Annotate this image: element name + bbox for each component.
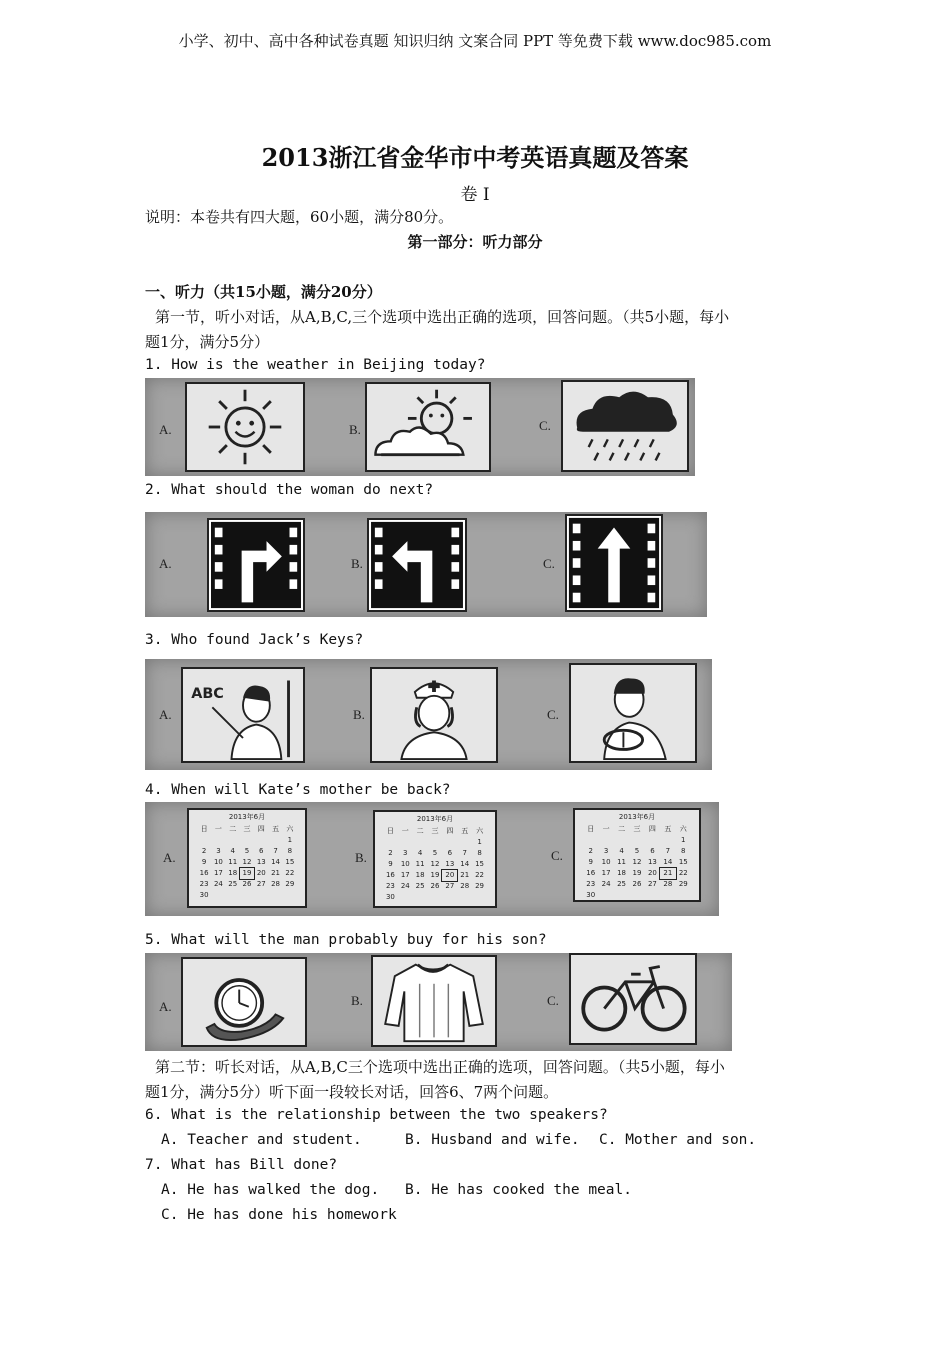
option-c-label: C. <box>543 556 555 571</box>
calendar-day: 6 <box>650 847 655 855</box>
sun-cloud-icon <box>365 382 491 472</box>
calendar-day: 13 <box>445 860 455 868</box>
calendar-day: 7 <box>462 849 467 857</box>
calendar-day: 3 <box>403 849 408 857</box>
question-1-text: 1. How is the weather in Beijing today? <box>145 357 486 373</box>
calendar-day: 18 <box>617 869 627 877</box>
calendar-day: 12 <box>430 860 440 868</box>
calendar-day <box>428 837 443 848</box>
calendar-day: 8 <box>287 847 293 855</box>
calendar-day <box>629 835 644 846</box>
question-7-text: 7. What has Bill done? <box>145 1157 338 1173</box>
option-b-label: B. <box>351 556 363 571</box>
calendar-day <box>283 890 297 901</box>
nurse-icon <box>370 667 498 763</box>
calendar-weekday: 二 <box>416 827 424 835</box>
calendar-day: 20 <box>647 869 657 877</box>
option-a-label: A. <box>159 707 172 722</box>
section2-instruction-line2: 题1分，满分5分）听下面一段较长对话，回答6、7两个问题。 <box>145 1083 559 1101</box>
option-a-label: A. <box>163 850 176 865</box>
option-b-label: B. <box>351 993 363 1008</box>
calendar-weekday: 五 <box>461 827 469 835</box>
question-6-option-c: C. Mother and son. <box>599 1132 757 1148</box>
calendar-day: 4 <box>230 847 235 855</box>
calendar-day <box>614 890 629 901</box>
calendar-day <box>428 892 443 903</box>
calendar-day: 12 <box>632 858 642 866</box>
calendar-day <box>442 837 457 848</box>
calendar-day <box>268 890 282 901</box>
question-7-option-a: A. He has walked the dog. <box>161 1182 380 1198</box>
calendar-day: 9 <box>201 858 207 866</box>
calendar-day: 2 <box>588 847 593 855</box>
rain-cloud-icon <box>561 380 689 472</box>
calendar-day <box>660 890 675 901</box>
calendar-day: 15 <box>285 858 295 866</box>
question-6-option-b: B. Husband and wife. <box>405 1132 580 1148</box>
calendar-weekday: 四 <box>446 827 454 835</box>
calendar-day: 20 <box>256 869 266 877</box>
calendar-weekday: 六 <box>679 825 687 833</box>
calendar-day: 29 <box>285 880 295 888</box>
calendar-day: 29 <box>475 882 485 890</box>
calendar-day: 26 <box>632 880 642 888</box>
calendar-day: 14 <box>663 858 673 866</box>
calendar-day: 25 <box>415 882 425 890</box>
question-6-text: 6. What is the relationship between the two speakers? <box>145 1107 608 1123</box>
calendar-day: 14 <box>460 860 470 868</box>
calendar-day: 22 <box>475 871 485 879</box>
calendar-weekday: 一 <box>602 825 610 833</box>
teacher-icon <box>181 667 305 763</box>
go-straight-sign-icon <box>565 514 663 612</box>
calendar-day: 16 <box>586 869 596 877</box>
calendar-day <box>645 835 660 846</box>
calendar-day <box>676 890 691 901</box>
option-c-label: C. <box>539 418 551 433</box>
calendar-day: 2 <box>388 849 393 857</box>
calendar-day: 27 <box>445 882 455 890</box>
calendar-day: 5 <box>244 847 250 855</box>
calendar-day <box>254 835 268 846</box>
calendar-day: 19 <box>430 871 440 879</box>
calendar-day <box>268 835 282 846</box>
calendar-day: 15 <box>475 860 485 868</box>
calendar-day: 10 <box>400 860 410 868</box>
calendar-day: 10 <box>213 858 223 866</box>
calendar-weekday: 二 <box>229 825 237 833</box>
calendar-weekday: 四 <box>648 825 656 833</box>
calendar-day: 9 <box>588 858 593 866</box>
calendar-day: 21 <box>660 868 675 879</box>
calendar-day: 23 <box>199 880 209 888</box>
page-title: 2013浙江省金华市中考英语真题及答案 <box>261 143 689 172</box>
question-5-pictures <box>145 953 732 1051</box>
calendar-day: 24 <box>400 882 410 890</box>
sweater-icon <box>371 955 497 1047</box>
calendar-day: 1 <box>287 836 293 844</box>
calendar-weekday: 一 <box>214 825 222 833</box>
option-b-label: B. <box>349 422 361 437</box>
calendar-day: 19 <box>240 868 254 879</box>
calendar-day: 17 <box>213 869 223 877</box>
svg-text:ABC: ABC <box>191 685 224 702</box>
calendar-day <box>240 890 254 901</box>
page-header: 小学、初中、高中各种试卷真题 知识归纳 文案合同 PPT 等免费下载 www.doc985.com <box>178 32 772 50</box>
calendar-day: 9 <box>388 860 393 868</box>
calendar-day: 14 <box>271 858 281 866</box>
watch-icon <box>181 957 307 1047</box>
calendar-day <box>442 892 457 903</box>
calendar-day <box>413 892 428 903</box>
calendar-day <box>614 835 629 846</box>
calendar-day: 22 <box>285 869 295 877</box>
section-title: 一、听力（共15小题，满分20分） <box>145 283 382 301</box>
calendar-day: 23 <box>586 880 596 888</box>
calendar-day <box>598 890 613 901</box>
question-7-option-b: B. He has cooked the meal. <box>405 1182 632 1198</box>
calendar-weekday: 一 <box>401 827 409 835</box>
calendar-day <box>457 892 472 903</box>
calendar-day: 5 <box>634 847 640 855</box>
calendar-day: 24 <box>213 880 223 888</box>
option-c-label: C. <box>551 848 563 863</box>
calendar-day <box>398 837 413 848</box>
calendar-day: 18 <box>415 871 425 879</box>
calendar-day: 5 <box>432 849 438 857</box>
calendar-day: 30 <box>385 893 395 901</box>
calendar-day <box>398 892 413 903</box>
calendar-day <box>583 835 598 846</box>
calendar-day: 2 <box>201 847 207 855</box>
calendar-day: 27 <box>647 880 657 888</box>
calendar-day <box>413 837 428 848</box>
calendar-day: 22 <box>678 869 688 877</box>
calendar-weekday: 三 <box>431 827 439 835</box>
question-7-option-c: C. He has done his homework <box>161 1207 397 1223</box>
section1-instruction-line1: 第一节，听小对话，从A,B,C,三个选项中选出正确的选项，回答问题。（共5小题，每小 <box>155 308 730 326</box>
calendar-day <box>598 835 613 846</box>
option-c-label: C. <box>547 707 559 722</box>
calendar-weekday: 日 <box>587 825 595 833</box>
calendar-day <box>629 890 644 901</box>
question-5-text: 5. What will the man probably buy for his son? <box>145 932 547 948</box>
calendar-day: 13 <box>647 858 657 866</box>
calendar-day: 26 <box>242 880 252 888</box>
calendar-day <box>211 890 225 901</box>
calendar-weekday: 六 <box>286 825 294 833</box>
calendar-day <box>211 835 225 846</box>
calendar-day: 24 <box>601 880 611 888</box>
question-1-pictures <box>145 378 695 476</box>
calendar-grid <box>375 824 495 905</box>
calendar-weekday: 五 <box>664 825 672 833</box>
calendar-day: 10 <box>601 858 611 866</box>
calendar-day: 12 <box>242 858 252 866</box>
calendar-weekday: 二 <box>618 825 626 833</box>
calendar-day: 3 <box>216 847 221 855</box>
calendar-day: 16 <box>385 871 395 879</box>
calendar-day: 4 <box>417 849 423 857</box>
calendar-day <box>660 835 675 846</box>
option-a-label: A. <box>159 422 172 437</box>
calendar-day <box>240 835 254 846</box>
calendar-day: 28 <box>663 880 673 888</box>
question-3-pictures <box>145 659 712 770</box>
calendar-weekday: 日 <box>386 827 394 835</box>
calendar-day: 6 <box>259 847 264 855</box>
calendar-day <box>457 837 472 848</box>
calendar-day <box>383 837 398 848</box>
calendar-20-icon <box>373 810 497 908</box>
option-a-label: A. <box>159 556 172 571</box>
calendar-day: 30 <box>199 891 209 899</box>
calendar-day: 1 <box>681 836 686 844</box>
calendar-day <box>472 892 487 903</box>
calendar-day: 17 <box>400 871 410 879</box>
calendar-weekday: 五 <box>272 825 280 833</box>
calendar-19-icon <box>187 808 307 908</box>
calendar-day: 21 <box>460 871 470 879</box>
calendar-day: 7 <box>665 847 671 855</box>
calendar-day: 16 <box>199 869 209 877</box>
calendar-day: 19 <box>632 869 642 877</box>
calendar-day: 20 <box>442 870 457 881</box>
calendar-day: 4 <box>619 847 624 855</box>
instructions: 说明：本卷共有四大题，60小题，满分80分。 <box>145 208 454 226</box>
calendar-day <box>226 835 240 846</box>
calendar-day: 25 <box>228 880 238 888</box>
calendar-weekday: 六 <box>476 827 484 835</box>
calendar-day: 11 <box>617 858 627 866</box>
calendar-month: 2013年6月 <box>416 815 454 823</box>
driver-icon <box>569 663 697 763</box>
calendar-weekday: 四 <box>257 825 265 833</box>
calendar-day: 28 <box>271 880 281 888</box>
calendar-month: 2013年6月 <box>618 813 656 821</box>
calendar-day: 13 <box>256 858 266 866</box>
calendar-day: 18 <box>228 869 238 877</box>
calendar-day: 7 <box>273 847 278 855</box>
calendar-21-icon <box>573 808 701 902</box>
question-4-text: 4. When will Kate’s mother be back? <box>145 782 451 798</box>
calendar-day: 21 <box>271 869 281 877</box>
calendar-weekday: 三 <box>633 825 641 833</box>
calendar-weekday: 日 <box>200 825 208 833</box>
question-2-text: 2. What should the woman do next? <box>145 482 434 498</box>
calendar-day: 27 <box>256 880 266 888</box>
section1-instruction-line2: 题1分，满分5分） <box>145 333 270 351</box>
option-c-label: C. <box>547 993 559 1008</box>
option-b-label: B. <box>355 850 367 865</box>
calendar-grid <box>575 822 699 903</box>
calendar-day <box>197 835 211 846</box>
calendar-day: 30 <box>586 891 596 899</box>
calendar-day: 8 <box>477 849 482 857</box>
calendar-day: 3 <box>603 847 609 855</box>
volume-label: 卷 I <box>460 185 490 205</box>
calendar-day: 1 <box>477 838 482 846</box>
question-2-pictures <box>145 512 707 617</box>
turn-left-sign-icon <box>367 518 467 612</box>
calendar-day: 29 <box>678 880 688 888</box>
question-3-text: 3. Who found Jack’s Keys? <box>145 632 364 648</box>
calendar-month: 2013年6月 <box>228 813 266 821</box>
calendar-day: 11 <box>415 860 425 868</box>
calendar-day: 17 <box>601 869 611 877</box>
question-6-option-a: A. Teacher and student. <box>161 1132 362 1148</box>
section2-instruction-line1: 第二节：听长对话，从A,B,C三个选项中选出正确的选项，回答问题。（共5小题，每小 <box>155 1058 725 1076</box>
calendar-day <box>645 890 660 901</box>
calendar-day: 15 <box>678 858 688 866</box>
turn-right-sign-icon <box>207 518 305 612</box>
calendar-grid <box>189 822 305 903</box>
calendar-day <box>254 890 268 901</box>
sun-icon <box>185 382 305 472</box>
calendar-day: 23 <box>385 882 395 890</box>
option-b-label: B. <box>353 707 365 722</box>
calendar-day: 8 <box>681 847 686 855</box>
part-title: 第一部分：听力部分 <box>407 233 543 251</box>
calendar-weekday: 三 <box>243 825 251 833</box>
bicycle-icon <box>569 953 697 1045</box>
calendar-day <box>226 890 240 901</box>
calendar-day: 25 <box>617 880 627 888</box>
calendar-day: 11 <box>228 858 238 866</box>
calendar-day: 26 <box>430 882 440 890</box>
question-4-pictures <box>145 802 719 916</box>
calendar-day: 6 <box>447 849 453 857</box>
option-a-label: A. <box>159 999 172 1014</box>
calendar-day: 28 <box>460 882 470 890</box>
